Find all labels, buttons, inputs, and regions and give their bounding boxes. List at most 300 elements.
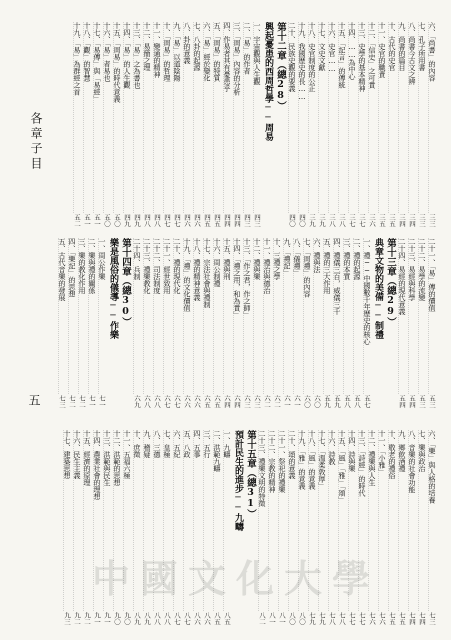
entry-text: 十九、我國歷史的長……	[298, 22, 306, 101]
toc-entry	[308, 22, 316, 227]
entry-text: 十三、「作之君，作之師」	[243, 238, 251, 319]
toc-entry	[83, 430, 91, 625]
page-ref: 八一	[278, 612, 286, 625]
leader-dots	[368, 22, 377, 213]
toc-entry	[253, 22, 261, 227]
entry-text: 六、禮與法	[313, 238, 321, 273]
entry-text: 十六、「易」者易也	[103, 22, 111, 82]
page-ref: 四四	[233, 214, 241, 227]
page-ref: 七四	[408, 612, 416, 625]
entry-text: 十八、「風」的意義	[308, 430, 316, 490]
entry-text: 一、禮──中國數千年歷史的核心	[363, 238, 371, 345]
entry-text: 十九、「禮」的文化價值	[183, 238, 191, 312]
leader-dots	[313, 238, 322, 394]
entry-text: 二、「易」的作者	[243, 22, 251, 75]
leader-dots	[288, 22, 297, 213]
page-ref: 三五	[388, 214, 396, 227]
chapter-subtitle	[108, 238, 118, 408]
page-ref: 六二	[263, 395, 271, 408]
page-ref: 七五	[388, 612, 396, 625]
entry-text: 七、孔子所用書	[418, 22, 426, 71]
entry-text: 二十一、經世致用	[163, 238, 171, 294]
leader-dots	[143, 22, 152, 213]
leader-dots	[263, 238, 272, 394]
page-ref: 五〇	[113, 214, 121, 227]
leader-dots	[243, 22, 252, 213]
toc-entry	[223, 238, 231, 408]
entry-text: 九、尚書的篇目	[398, 22, 406, 71]
toc-entry	[283, 238, 291, 408]
entry-text: 二十、禮的現代化	[173, 238, 181, 294]
toc-entry	[343, 238, 351, 408]
page-ref: 四七	[173, 214, 181, 227]
page-ref: 三五	[378, 214, 386, 227]
leader-dots	[233, 238, 242, 394]
page-ref: 三四	[408, 214, 416, 227]
entry-text: 十八、「觀」的智慧	[83, 22, 91, 82]
entry-text: 興起憂患的西周哲學──周易	[263, 22, 273, 141]
leader-dots	[163, 22, 172, 213]
entry-text: 十七、文史文獻	[318, 22, 326, 71]
page-ref: 四五	[203, 214, 211, 227]
entry-text: 二十三、易經與科學	[408, 238, 416, 301]
toc-entry	[428, 430, 436, 625]
entry-text: 十四、農業社會的理想	[93, 430, 101, 500]
toc-entry	[408, 238, 416, 408]
chapter-subtitle	[373, 238, 383, 408]
leader-dots	[428, 238, 437, 394]
toc-entry	[338, 22, 346, 227]
leader-dots	[318, 22, 327, 213]
leader-dots	[103, 22, 112, 213]
leader-dots	[163, 238, 172, 394]
page-ref: 四六	[193, 214, 201, 227]
toc-entry	[418, 430, 426, 625]
page-ref: 七一	[88, 395, 96, 408]
leader-dots	[63, 430, 72, 611]
leader-dots	[93, 22, 102, 213]
leader-dots	[98, 238, 107, 394]
leader-dots	[398, 430, 407, 611]
page-ref: 八五	[223, 612, 231, 625]
entry-text: 四、作易者其有憂患乎	[223, 22, 231, 92]
leader-dots	[153, 238, 162, 394]
entry-text: 十、「周易」的哲理	[163, 22, 171, 82]
page-ref: 九一	[93, 612, 101, 625]
toc-entry	[73, 22, 81, 227]
leader-dots	[388, 22, 397, 213]
page-ref: 九一	[103, 612, 111, 625]
page-ref: 七四	[418, 612, 426, 625]
leader-dots	[323, 238, 332, 394]
page-ref: 五九	[323, 395, 331, 408]
entry-text: 八、音樂的社會功能	[408, 430, 416, 493]
toc-entry	[73, 430, 81, 625]
entry-text: 二十四、兵制	[133, 238, 141, 280]
page-ref: 七三	[428, 612, 436, 625]
page-ref: 七九	[318, 612, 326, 625]
entry-text: 樂是風俗的儀導──作樂	[108, 238, 118, 339]
page-ref: 五七	[363, 395, 371, 408]
page-ref: 四七	[163, 214, 171, 227]
toc-entry	[163, 238, 171, 408]
entry-text: 七、八卦的起源	[193, 22, 201, 71]
entry-text: 二十一、祭祀的禮樂	[278, 430, 286, 493]
toc-entry	[408, 22, 416, 227]
entry-text: 十二、「信史」之可貴	[368, 22, 376, 89]
page-ref: 七五	[398, 612, 406, 625]
page-ref: 八七	[183, 612, 191, 625]
entry-text: 五、禮的三大作用	[323, 238, 331, 294]
page-ref: 六一	[293, 395, 301, 408]
page-ref: 九〇	[113, 612, 121, 625]
leader-dots	[408, 238, 417, 394]
toc-entry	[333, 238, 341, 408]
entry-text: 十三、洪範與民生	[103, 430, 111, 486]
entry-text: 典章文物的美備──制禮	[373, 238, 383, 339]
page-ref: 八八	[153, 612, 161, 625]
entry-text: 二十二、宗教的精神	[268, 430, 276, 493]
leader-dots	[428, 430, 437, 611]
leader-dots	[273, 238, 282, 394]
toc-entry	[408, 430, 416, 625]
toc-entry	[183, 22, 191, 227]
toc-entry	[123, 22, 131, 227]
leader-dots	[173, 22, 182, 213]
entry-text: 十六、周公制禮	[213, 238, 221, 287]
entry-text: 六、五紀	[173, 430, 181, 458]
toc-entry	[88, 238, 96, 408]
leader-dots	[223, 238, 232, 394]
page-ref: 六八	[153, 395, 161, 408]
toc-entry	[418, 22, 426, 227]
page-ref: 六七	[173, 395, 181, 408]
entry-text: 十六、史官……	[328, 22, 336, 73]
entry-text: 九、稽疑	[143, 430, 151, 458]
leader-dots	[343, 238, 352, 394]
toc-entry	[143, 238, 151, 408]
page-ref: 五〇	[103, 214, 111, 227]
leader-dots	[113, 22, 122, 213]
page-ref: 五二	[73, 214, 81, 227]
page-ref: 三八	[338, 214, 346, 227]
entry-text: 十四、「易」的人生觀	[123, 22, 131, 89]
toc-entry	[298, 22, 306, 227]
toc-entry	[98, 238, 106, 408]
toc-entry	[388, 430, 396, 625]
toc-band-2	[42, 238, 436, 408]
entry-text: 十一、禮治與德治	[263, 238, 271, 294]
entry-text: 四、禮儀三百，威儀三千	[333, 238, 341, 315]
leader-dots	[183, 22, 192, 213]
entry-text: 十六、詩教	[328, 430, 336, 465]
entry-text: 十五、經濟的原理	[83, 430, 91, 486]
entry-text: 八、卦的意義	[183, 22, 191, 64]
page-ref: 四〇	[298, 214, 306, 227]
page-ref: 八二	[258, 612, 266, 625]
page-ref: 六〇	[313, 395, 321, 408]
toc-entry	[273, 238, 281, 408]
entry-text: 十一、「小雅」	[378, 430, 386, 476]
entry-text: 二、樂與禮的關係	[88, 238, 96, 294]
leader-dots	[378, 22, 387, 213]
page-ref: 八〇	[288, 612, 296, 625]
entry-text: 預計民生的進步──九疇	[233, 430, 243, 531]
entry-text: 八、尚書今古文之辨	[408, 22, 416, 85]
page-ref: 七一	[98, 395, 106, 408]
page-ref: 八九	[133, 612, 141, 625]
entry-text: 十三、「易」之為書也	[133, 22, 141, 89]
page-ref: 七八	[328, 612, 336, 625]
entry-text: 二十三、禮樂教化	[143, 238, 151, 294]
page-ref: 九二	[83, 612, 91, 625]
entry-text: 七、樂與政治	[418, 430, 426, 472]
leader-dots	[243, 238, 252, 394]
page-ref: 八五	[213, 612, 221, 625]
page-ref: 三九	[308, 214, 316, 227]
page-ref: 三九	[318, 214, 326, 227]
toc-entry	[203, 22, 211, 227]
toc-band-1	[42, 22, 436, 227]
page-ref: 四〇	[288, 214, 296, 227]
entry-text: 十九、「易」為群經之首	[73, 22, 81, 96]
page-ref: 四九	[123, 214, 131, 227]
entry-text: 十、古代的史官	[388, 22, 396, 71]
entry-text: 十七、「溫柔敦厚」	[318, 430, 326, 490]
toc-entry	[163, 22, 171, 227]
page-ref: 五四	[408, 395, 416, 408]
toc-entry	[353, 238, 361, 408]
leader-dots	[83, 22, 92, 213]
page-ref: 四九	[133, 214, 141, 227]
toc-entry	[133, 238, 141, 408]
entry-text: 三、樂的教化作用	[78, 238, 86, 294]
leader-dots	[223, 22, 232, 213]
toc-entry	[143, 22, 151, 227]
leader-dots	[303, 238, 312, 394]
toc-entry	[223, 22, 231, 227]
entry-text: 十、三禮之學	[273, 238, 281, 280]
page-ref: 九二	[73, 612, 81, 625]
entry-text: 十六、民生主義	[73, 430, 81, 479]
page-ref: 四四	[223, 214, 231, 227]
page-ref: 四三	[243, 214, 251, 227]
toc-entry	[213, 238, 221, 408]
leader-dots	[363, 238, 372, 394]
toc-entry	[398, 238, 406, 408]
page-ref: 三四	[398, 214, 406, 227]
page-ref: 六〇	[303, 395, 311, 408]
page-ref: 八九	[143, 612, 151, 625]
page-ref: 五九	[333, 395, 341, 408]
entry-text: 十一、變通的精神	[153, 22, 161, 78]
leader-dots	[143, 238, 152, 394]
entry-text: 十三、「詩經」的時代	[358, 430, 366, 497]
page-ref: 八〇	[298, 612, 306, 625]
toc-entry	[303, 238, 311, 408]
leader-dots	[83, 430, 92, 611]
entry-text: 九、鄉飲酒禮	[398, 430, 406, 472]
leader-dots	[358, 22, 367, 213]
toc-entry	[193, 22, 201, 227]
page-ref: 六五	[203, 395, 211, 408]
entry-text: 四、「樂記」的思想	[68, 238, 76, 298]
page-ref: 三七	[348, 214, 356, 227]
page-ref: 八六	[193, 612, 201, 625]
chapter-heading	[120, 238, 131, 408]
leader-dots	[408, 430, 417, 611]
leader-dots	[123, 22, 132, 213]
leader-dots	[428, 22, 437, 213]
leader-dots	[328, 22, 337, 213]
entry-text: 八、「儀禮」	[293, 238, 301, 277]
toc-entry	[428, 22, 436, 227]
toc-entry	[203, 238, 211, 408]
entry-text: 十二、洪範的思想	[113, 430, 121, 486]
entry-text: 六、「尚書」的內容	[428, 22, 436, 82]
entry-text: 二十三、禮樂文明的特徵	[258, 430, 266, 507]
entry-text: 第十二章（總28）	[275, 22, 286, 111]
toc-entry	[348, 22, 356, 227]
leader-dots	[408, 22, 417, 213]
entry-text: 十五、「記言」的傳統	[338, 22, 346, 89]
entry-text: 十七、宗法社會與禮制	[203, 238, 211, 308]
entry-text: 一、宇宙觀與人生觀	[253, 22, 261, 85]
leader-dots	[353, 238, 362, 394]
toc-entry	[243, 238, 251, 408]
entry-text: 十五、「風」「雅」「頌」	[338, 430, 346, 504]
page-ref: 六一	[283, 395, 291, 408]
leader-dots	[193, 238, 202, 394]
entry-text: 十八、史官制度的公正	[308, 22, 316, 92]
toc-entry	[398, 430, 406, 625]
page-ref: 五一	[83, 214, 91, 227]
page-ref: 六七	[163, 395, 171, 408]
page-ref: 六二	[273, 395, 281, 408]
page-ref: 七八	[338, 612, 346, 625]
toc-entry	[83, 22, 91, 227]
page-ref: 六四	[233, 395, 241, 408]
page-ref: 四五	[213, 214, 221, 227]
leader-dots	[58, 238, 67, 394]
entry-text: 第十三章（總29）	[385, 238, 396, 327]
side-title: 各章子目	[29, 112, 43, 172]
entry-text: 十七、「易傳」與「易經」	[93, 22, 101, 103]
entry-text: 第十五章（總31）	[245, 430, 256, 519]
leader-dots	[153, 22, 162, 213]
toc-entry	[103, 22, 111, 227]
toc-entry	[233, 238, 241, 408]
leader-dots	[293, 238, 302, 394]
toc-entry	[288, 22, 296, 227]
toc-entry	[233, 22, 241, 227]
leader-dots	[333, 238, 342, 394]
page-ref: 七三	[58, 395, 66, 408]
entry-text: 二十、民族史觀的要義	[288, 22, 296, 92]
page-ref: 七七	[358, 612, 366, 625]
entry-text: 十、敬老的禮俗	[388, 430, 396, 479]
toc-entry	[93, 22, 101, 227]
entry-text: 五、「周易」的特質	[213, 22, 221, 82]
leader-dots	[203, 238, 212, 394]
page-ref: 七二	[68, 395, 76, 408]
toc-entry	[63, 430, 71, 625]
toc-entry	[68, 238, 76, 408]
leader-dots	[73, 430, 82, 611]
entry-text: 六、「易」經於變化	[203, 22, 211, 82]
leader-dots	[338, 22, 347, 213]
leader-dots	[398, 238, 407, 394]
entry-text: 二十一、「易」傳的價值	[428, 238, 436, 312]
toc-entry	[323, 238, 331, 408]
toc-entry	[153, 238, 161, 408]
chapter-heading	[275, 22, 286, 227]
toc-entry	[318, 22, 326, 227]
leader-dots	[348, 22, 357, 213]
toc-entry	[378, 22, 386, 227]
leader-dots	[418, 22, 427, 213]
entry-text: 二、洪範九疇	[213, 430, 221, 472]
toc-entry	[428, 238, 436, 408]
leader-dots	[213, 22, 222, 213]
entry-text: 二十四、易經的現代意義	[398, 238, 406, 315]
page-ref: 八一	[268, 612, 276, 625]
page-ref: 八八	[163, 612, 171, 625]
watermark-text: 中國文化大學	[92, 556, 381, 601]
page-ref: 七六	[368, 612, 376, 625]
entry-text: 十七、建築思想	[63, 430, 71, 479]
page-ref: 五一	[93, 214, 101, 227]
entry-text: 八、三德	[153, 430, 161, 458]
page-ref: 八七	[173, 612, 181, 625]
toc-entry	[368, 22, 376, 227]
toc-entry	[133, 22, 141, 227]
entry-text: 四、五事	[193, 430, 201, 458]
page-number: 五	[27, 394, 41, 406]
page-ref: 四八	[153, 214, 161, 227]
entry-text: 十二、禮樂與人生	[368, 430, 376, 486]
entry-text: 十一、五福六極	[123, 430, 131, 479]
entry-text: 第十四章（總30）	[120, 238, 131, 327]
leader-dots	[308, 22, 317, 213]
toc-entry	[213, 22, 221, 227]
leader-dots	[193, 22, 202, 213]
toc-entry	[78, 238, 86, 408]
page-ref: 九三	[63, 612, 71, 625]
entry-text: 五、古代音樂的發展	[58, 238, 66, 301]
toc-entry	[418, 238, 426, 408]
page-ref: 六九	[133, 395, 141, 408]
page-ref: 六六	[183, 395, 191, 408]
leader-dots	[283, 238, 292, 394]
toc-entry	[173, 22, 181, 227]
toc-entry	[253, 238, 261, 408]
chapter-heading	[385, 238, 396, 408]
page-ref: 七七	[348, 612, 356, 625]
entry-text: 三、「周易」內容的分析	[233, 22, 241, 96]
toc-entry	[58, 238, 66, 408]
toc-entry	[183, 238, 191, 408]
leader-dots	[78, 238, 87, 394]
entry-text: 十、庶徵	[133, 430, 141, 458]
entry-text: 九、「易」以道陰陽	[173, 22, 181, 82]
page-ref: 六五	[213, 395, 221, 408]
page-ref: 三三	[428, 214, 436, 227]
toc-entry	[263, 238, 271, 408]
toc-entry	[328, 22, 336, 227]
page-ref: 五四	[398, 395, 406, 408]
entry-text: 二、禮的起源	[353, 238, 361, 280]
